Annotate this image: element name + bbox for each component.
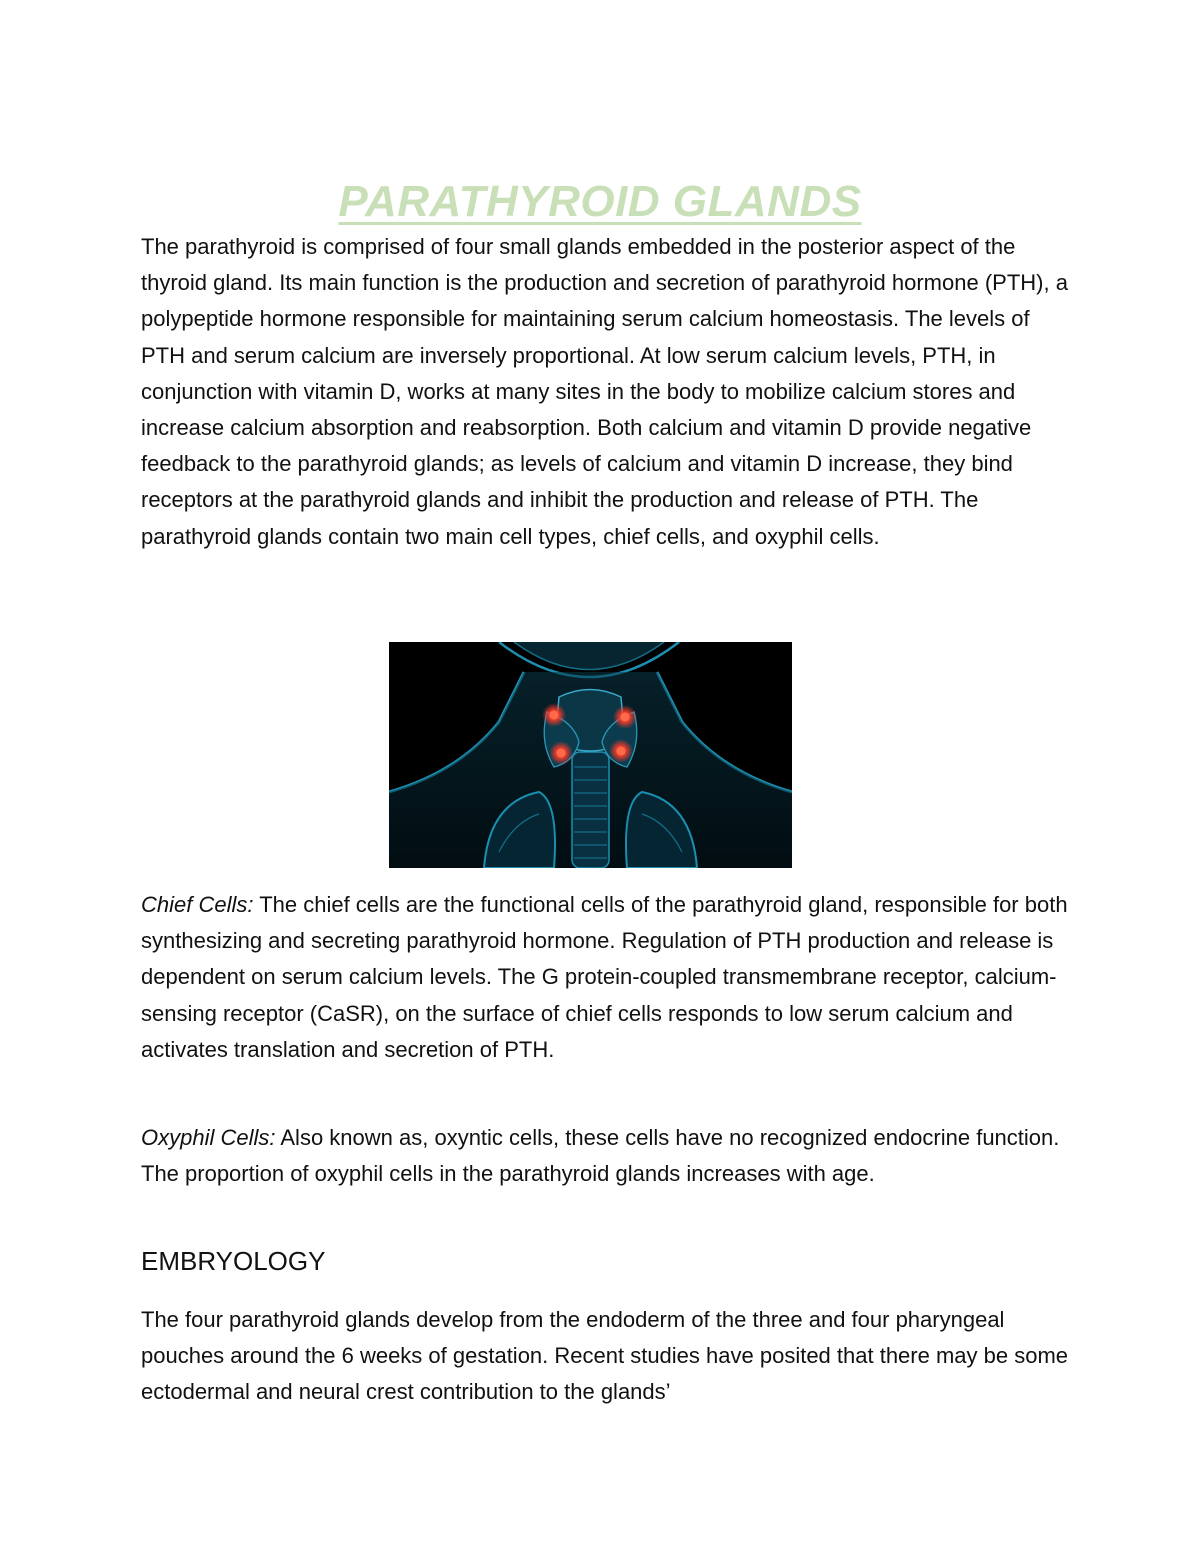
chief-cells-label: Chief Cells: xyxy=(141,892,254,917)
embryology-paragraph: The four parathyroid glands develop from the endoderm of the three and four pharyngeal pouches around the 6 weeks of gestation. Recent studies have posited that there may be some ectodermal and neural crest contribution to the glands’ xyxy=(141,1307,1069,1405)
page-title: PARATHYROID GLANDS xyxy=(338,177,862,227)
oxyphil-cells-text: Also known as, oxyntic cells, these cells have no recognized endocrine function. The proportion of oxyphil cells in the parathyroid glands increases with age. xyxy=(141,1125,1060,1187)
parathyroid-illustration xyxy=(389,642,792,868)
neck-anatomy-illustration-icon xyxy=(389,642,792,868)
oxyphil-cells-label: Oxyphil Cells: xyxy=(141,1125,276,1150)
oxyphil-cells-paragraph xyxy=(141,1120,1071,1192)
embryology-heading: EMBRYOLOGY xyxy=(141,1246,326,1276)
chief-cells-text: The chief cells are the functional cells of the parathyroid gland, responsible for both synthesizing and secreting parathyroid hormone. Regulation of PTH production and release is dependent on serum calcium levels. The G protein-coupled transmembrane receptor, calcium-sensing receptor (CaSR), on the surface of chief cells responds to low serum calcium and activates translation and secretion of PTH. xyxy=(141,892,1068,1062)
intro-paragraph: The parathyroid is comprised of four small glands embedded in the posterior aspect of the thyroid gland. Its main function is the production and secretion of parathyroid hormone (PTH), a polypeptide hormone responsible for maintaining serum calcium homeostasis. The levels of PTH and serum calcium are inversely proportional. At low serum calcium levels, PTH, in conjunction with vitamin D, works at many sites in the body to mobilize calcium stores and increase calcium absorption and reabsorption. Both calcium and vitamin D provide negative feedback to the parathyroid glands; as levels of calcium and vitamin D increase, they bind receptors at the parathyroid glands and inhibit the production and release of PTH. The parathyroid glands contain two main cell types, chief cells, and oxyphil cells. xyxy=(141,234,1068,549)
chief-cells-paragraph xyxy=(141,887,1071,1068)
